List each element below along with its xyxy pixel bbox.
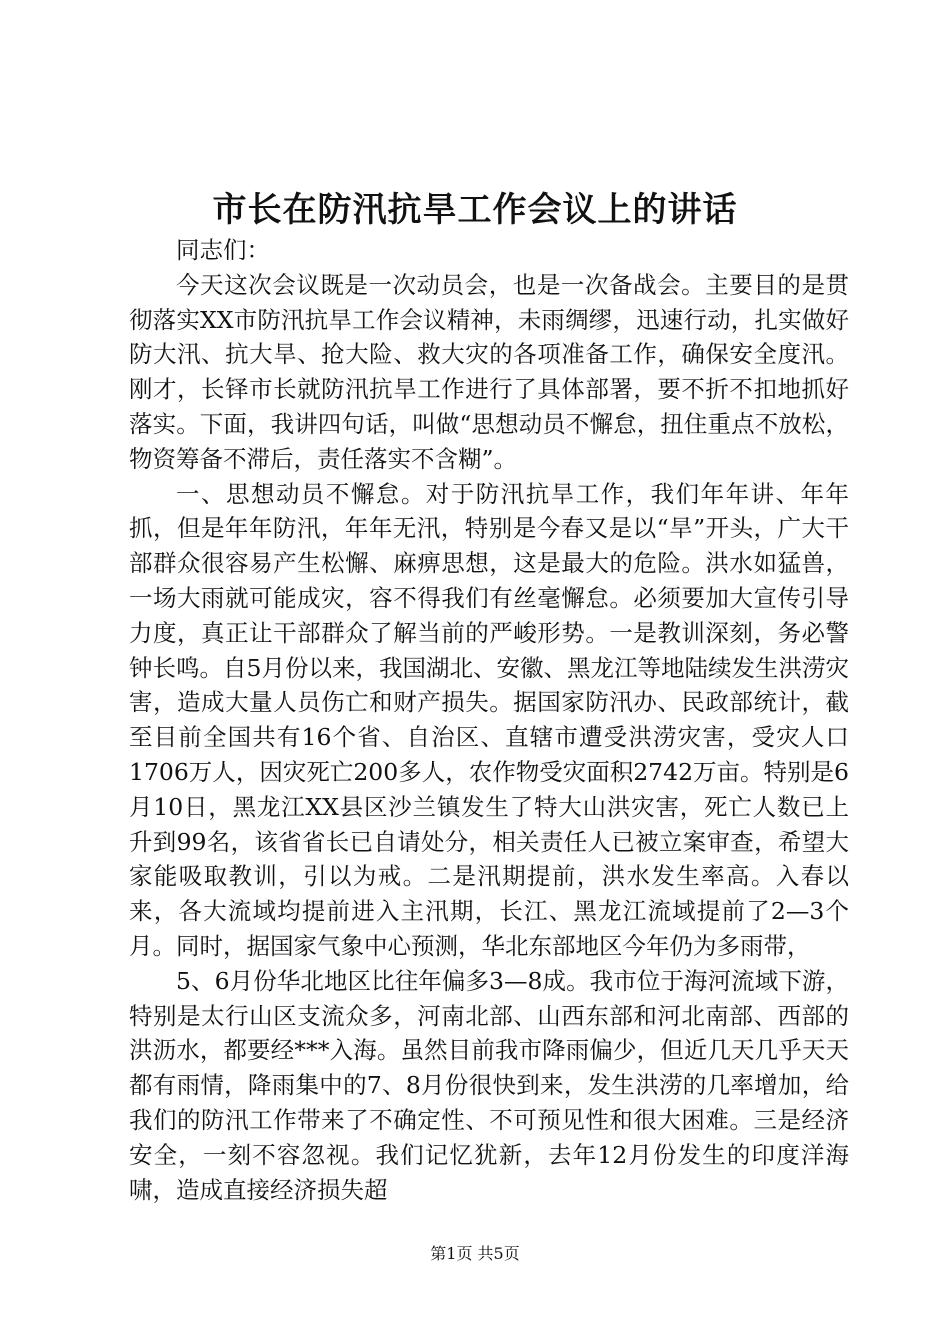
page-number-footer: 第1页 共5页 (430, 1244, 520, 1263)
paragraph-3: 5、6月份华北地区比往年偏多3—8成。我市位于海河流域下游，特别是太行山区支流众多，河南北部、山西东部和河北南部、西部的洪沥水，都要经***入海。虽然目前我市降雨偏少，但近几天几乎天天都有雨情，降雨集中的7、8月份很快到来，发生洪涝的几率增加，给我们的防汛工作带来了不确定性、不可预见性和很大困难。三是经济安全，一刻不容忽视。我们记忆犹新，去年12月份发生的印度洋海啸，造成直接经济损失超 (129, 966, 849, 1204)
paragraph-2: 一、思想动员不懈怠。对于防汛抗旱工作，我们年年讲、年年抓，但是年年防汛，年年无汛，特别是今春又是以“旱”开头，广大干部群众很容易产生松懈、麻痹思想，这是最大的危险。洪水如猛兽，一场大雨就可能成灾，容不得我们有丝毫懈怠。必须要加大宣传引导力度，真正让干部群众了解当前的严峻形势。一是教训深刻，务必警钟长鸣。自5月份以来，我国湖北、安徽、黑龙江等地陆续发生洪涝灾害，造成大量人员伤亡和财产损失。据国家防汛办、民政部统计，截至目前全国共有16个省、自治区、直辖市遭受洪涝灾害，受灾人口1706万人，因灾死亡200多人，农作物受灾面积2742万亩。特别是6月10日，黑龙江XX县区沙兰镇发生了特大山洪灾害，死亡人数已上升到99名，该省省长已自请处分，相关责任人已被立案审查，希望大家能吸取教训，引以为戒。二是汛期提前，洪水发生率高。入春以来，各大流域均提前进入主汛期，长江、黑龙江流域提前了2—3个月。同时，据国家气象中心预测，华北东部地区今年仍为多雨带， (129, 479, 849, 960)
document-title: 市长在防汛抗旱工作会议上的讲话 (212, 190, 738, 230)
paragraph-1: 今天这次会议既是一次动员会，也是一次备战会。主要目的是贯彻落实XX市防汛抗旱工作会议精神，未雨绸缪，迅速行动，扎实做好防大汛、抗大旱、抢大险、救大灾的各项准备工作，确保安全度汛。刚才，长铎市长就防汛抗旱工作进行了具体部署，要不折不扣地抓好落实。下面，我讲四句话，叫做“思想动员不懈怠，扭住重点不放松，物资筹备不滞后，责任落实不含糊”。 (129, 270, 849, 473)
document-body (129, 233, 849, 1207)
salutation: 同志们： (176, 236, 270, 264)
